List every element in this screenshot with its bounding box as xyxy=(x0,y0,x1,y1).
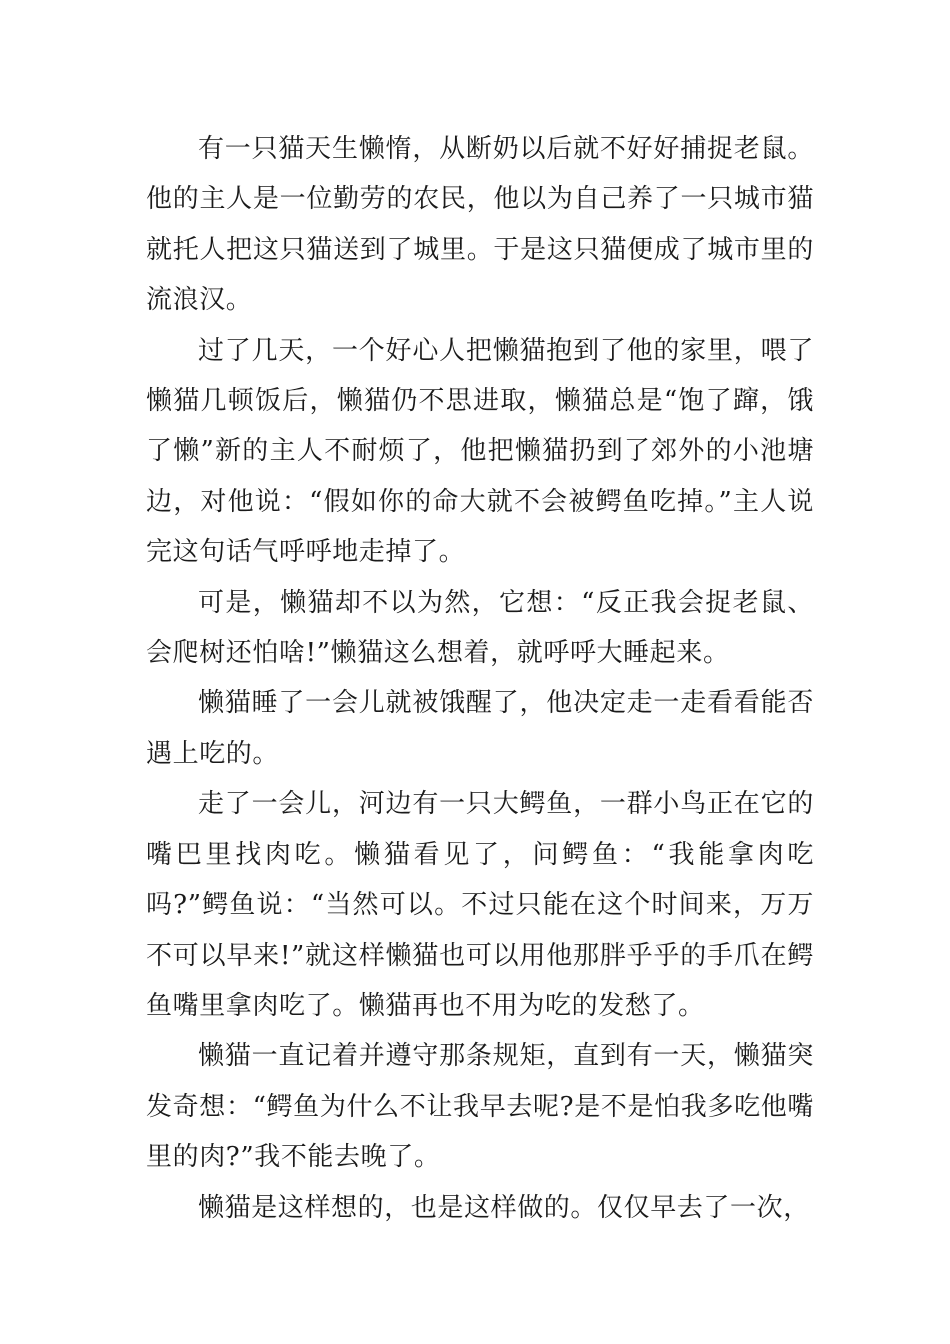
paragraph: 懒猫是这样想的，也是这样做的。仅仅早去了一次， xyxy=(198,1192,810,1223)
paragraph: 懒猫一直记着并遵守那条规矩，直到有一天，懒猫突发奇想：“鳄鱼为什么不让我早去呢?是不是怕我多吃他嘴里的肉?”我不能去晚了。 xyxy=(146,1041,814,1173)
paragraph: 过了几天，一个好心人把懒猫抱到了他的家里，喂了懒猫几顿饭后，懒猫仍不思进取，懒猫总是“饱了蹿，饿了懒”新的主人不耐烦了，他把懒猫扔到了郊外的小池塘边，对他说：“假如你的命大就不会被鳄鱼吃掉。”主人说完这句话气呼呼地走掉了。 xyxy=(146,335,814,568)
paragraph: 可是，懒猫却不以为然，它想：“反正我会捉老鼠、会爬树还怕啥!”懒猫这么想着，就呼呼大睡起来。 xyxy=(146,587,814,669)
paragraph: 走了一会儿，河边有一只大鳄鱼，一群小鸟正在它的嘴巴里找肉吃。懒猫看见了，问鳄鱼：“我能拿肉吃吗?”鳄鱼说：“当然可以。不过只能在这个时间来，万万不可以早来!”就这样懒猫也可以用他那胖乎乎的手爪在鳄鱼嘴里拿肉吃了。懒猫再也不用为吃的发愁了。 xyxy=(146,789,814,1021)
paragraph: 懒猫睡了一会儿就被饿醒了，他决定走一走看看能否遇上吃的。 xyxy=(146,688,814,769)
story-body xyxy=(146,124,814,1233)
paragraph: 有一只猫天生懒惰，从断奶以后就不好好捕捉老鼠。他的主人是一位勤劳的农民，他以为自己养了一只城市猫就托人把这只猫送到了城里。于是这只猫便成了城市里的流浪汉。 xyxy=(146,134,814,316)
